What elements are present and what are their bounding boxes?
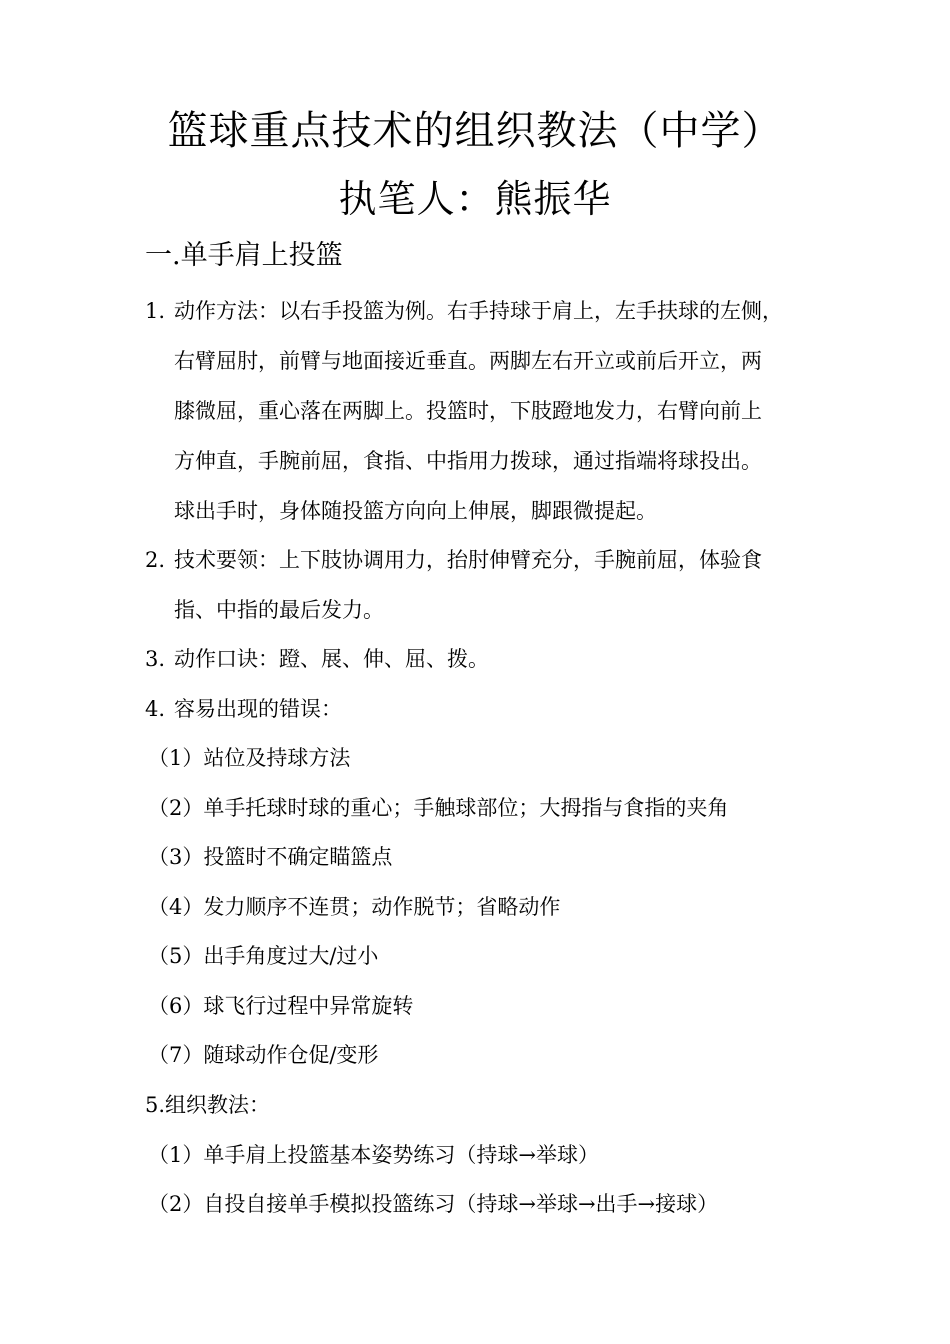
error-item: （4）发力顺序不连贯；动作脱节；省略动作 — [148, 895, 561, 919]
method-item: （2）自投自接单手模拟投篮练习（持球→举球→出手→接球） — [148, 1192, 719, 1216]
paragraph-line: 动作口诀：蹬、展、伸、屈、拨。 — [174, 647, 489, 671]
paragraph-line: 容易出现的错误： — [174, 697, 342, 721]
document-title: 篮球重点技术的组织教法（中学） — [167, 108, 783, 154]
list-item-number: 1. — [145, 299, 166, 323]
error-item: （5）出手角度过大/过小 — [148, 944, 379, 968]
paragraph-line: 指、中指的最后发力。 — [174, 598, 384, 622]
methods-heading: 5.组织教法： — [145, 1093, 271, 1117]
paragraph-line: 动作方法：以右手投篮为例。右手持球于肩上，左手扶球的左侧， — [174, 299, 783, 323]
method-item: （1）单手肩上投篮基本姿势练习（持球→举球） — [148, 1143, 599, 1167]
list-item-number: 2. — [145, 548, 166, 572]
paragraph-line: 膝微屈，重心落在两脚上。投篮时，下肢蹬地发力，右臂向前上 — [174, 399, 762, 423]
section-heading: 一.单手肩上投篮 — [145, 240, 343, 271]
paragraph-line: 技术要领：上下肢协调用力，抬肘伸臂充分，手腕前屈，体验食 — [174, 548, 762, 572]
list-item-number: 3. — [145, 647, 166, 671]
error-item: （6）球飞行过程中异常旋转 — [148, 994, 414, 1018]
paragraph-line: 右臂屈肘，前臂与地面接近垂直。两脚左右开立或前后开立，两 — [174, 349, 762, 373]
paragraph-line: 方伸直，手腕前屈，食指、中指用力拨球，通过指端将球投出。 — [174, 449, 762, 473]
error-item: （7）随球动作仓促/变形 — [148, 1043, 379, 1067]
error-item: （3）投篮时不确定瞄篮点 — [148, 845, 393, 869]
error-item: （2）单手托球时球的重心；手触球部位；大拇指与食指的夹角 — [148, 796, 729, 820]
document-author: 执笔人：熊振华 — [338, 177, 612, 221]
list-item-number: 4. — [145, 697, 166, 721]
error-item: （1）站位及持球方法 — [148, 746, 351, 770]
paragraph-line: 球出手时，身体随投篮方向向上伸展，脚跟微提起。 — [174, 499, 657, 523]
